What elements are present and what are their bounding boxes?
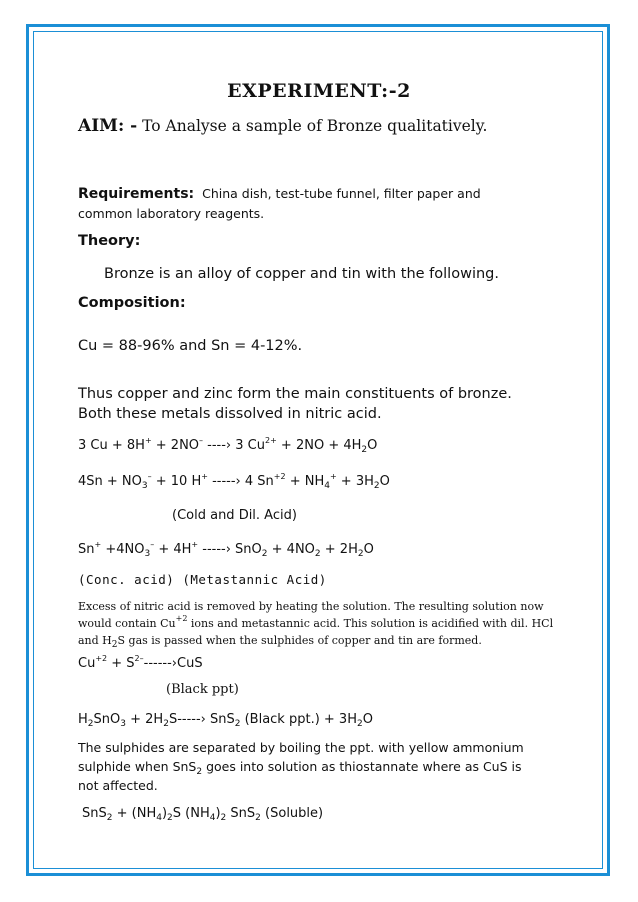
eq4-arrow: ------› xyxy=(143,656,177,671)
equation-2 xyxy=(78,474,390,489)
eq6-part: (Soluble) xyxy=(260,806,324,821)
equation-2-note: (Cold and Dil. Acid) xyxy=(172,508,297,523)
experiment-title: EXPERIMENT:-2 xyxy=(227,80,411,102)
eq1-part: + 2NO + 4H xyxy=(276,438,362,453)
requirements-line1: China dish, test-tube funnel, filter paper and xyxy=(202,186,481,201)
excess-line3: S gas is passed when the sulphides of copper and tin are formed. xyxy=(117,634,482,647)
eq2-sub: 4 xyxy=(324,481,330,491)
equation-1 xyxy=(78,438,377,453)
eq1-part: O xyxy=(367,438,378,453)
eq3-sup: + xyxy=(191,540,199,549)
eq5-sub: 3 xyxy=(120,719,126,729)
composition-paragraph xyxy=(78,384,512,424)
equation-3 xyxy=(78,542,374,557)
eq6-sub: 2 xyxy=(220,813,227,823)
eq4-sup: 2– xyxy=(134,654,144,663)
excess-paragraph xyxy=(78,598,553,649)
eq6-sub: 4 xyxy=(209,813,216,823)
eq2-part: + 3H xyxy=(336,474,374,489)
sulphides-line3: not affected. xyxy=(78,778,158,793)
eq1-sup: 2+ xyxy=(265,436,277,445)
eq5-sub: 2 xyxy=(163,719,169,729)
eq1-sup: – xyxy=(199,436,204,445)
eq5-sub: 2 xyxy=(356,719,363,729)
eq3-sup: – xyxy=(150,540,155,549)
eq5-part: (Black ppt.) + 3H xyxy=(240,712,357,727)
eq5-part: + 2H xyxy=(125,712,164,727)
eq5-part: O xyxy=(362,712,373,727)
eq2-part: + 10 H xyxy=(151,474,202,489)
eq6-part: S (NH xyxy=(172,806,210,821)
aim-text: To Analyse a sample of Bronze qualitatively. xyxy=(142,117,488,135)
theory-text: Bronze is an alloy of copper and tin with the following. xyxy=(104,266,499,282)
sulphides-line1: The sulphides are separated by boiling the ppt. with yellow ammonium xyxy=(78,740,524,755)
eq6-part: ) xyxy=(215,806,221,821)
eq2-sub: 3 xyxy=(141,481,148,491)
eq5-sub: 2 xyxy=(87,719,94,729)
eq3-sub: 3 xyxy=(144,549,151,559)
eq3-part: Sn xyxy=(78,542,95,557)
eq1-part: + 2NO xyxy=(151,438,200,453)
eq6-sub: 4 xyxy=(156,813,162,823)
aim-line xyxy=(78,116,487,136)
theory-heading: Theory: xyxy=(78,233,141,249)
composition-line1: Thus copper and zinc form the main constituents of bronze. xyxy=(78,386,512,402)
composition-text: Cu = 88-96% and Sn = 4-12%. xyxy=(78,338,303,354)
eq2-sup: + xyxy=(329,472,337,481)
eq6-part: ) xyxy=(161,806,168,821)
eq4-part: Cu xyxy=(78,656,96,671)
eq1-sub: 2 xyxy=(361,445,368,455)
eq3-part: SnO xyxy=(235,542,262,557)
eq1-part: 3 Cu + 8H xyxy=(78,438,145,453)
eq6-part: SnS xyxy=(226,806,256,821)
sulphides-paragraph xyxy=(78,738,524,795)
sulphides-line2: sulphide when SnS xyxy=(78,759,197,774)
composition-heading: Composition: xyxy=(78,295,186,311)
aim-label: AIM: - xyxy=(78,116,138,136)
excess-line2: would contain Cu xyxy=(78,617,176,630)
eq3-part: O xyxy=(363,542,374,557)
eq4-part: + S xyxy=(107,656,135,671)
excess-line1: Excess of nitric acid is removed by heating the solution. The resulting solution now xyxy=(78,600,544,613)
eq6-part: + (NH xyxy=(112,806,157,821)
eq3-part: +4NO xyxy=(101,542,145,557)
eq1-part: 3 Cu xyxy=(235,438,265,453)
equation-4-note: (Black ppt) xyxy=(166,682,239,697)
equation-3-note: (Conc. acid) (Metastannic Acid) xyxy=(78,572,327,587)
eq2-sup: – xyxy=(147,472,152,481)
excess-line3: and H xyxy=(78,634,112,647)
sulphides-line2: goes into solution as thiostannate where as CuS is xyxy=(202,759,522,774)
eq3-part: + 4NO xyxy=(267,542,315,557)
eq6-sub: 2 xyxy=(167,813,173,823)
eq1-arrow: ----› xyxy=(203,438,236,453)
sulphides-sub: 2 xyxy=(196,767,203,777)
composition-line2: Both these metals dissolved in nitric acid. xyxy=(78,406,382,422)
eq2-sup: + xyxy=(201,472,208,481)
excess-line2: ions and metastannic acid. This solution is acidified with dil. HCl xyxy=(187,617,554,630)
eq5-part: H xyxy=(78,712,88,727)
eq2-arrow: -----› xyxy=(207,474,245,489)
eq3-sub: 2 xyxy=(314,549,321,559)
equation-5 xyxy=(78,712,373,727)
requirements-block xyxy=(78,184,481,223)
eq3-part: + 2H xyxy=(320,542,358,557)
eq4-sup: +2 xyxy=(95,654,108,663)
equation-6 xyxy=(82,806,323,821)
eq5-part: S-----› SnS xyxy=(168,712,235,727)
eq2-sup: +2 xyxy=(273,472,286,481)
eq2-sub: 2 xyxy=(373,481,380,491)
eq3-sup: + xyxy=(94,540,102,549)
eq2-part: O xyxy=(379,474,390,489)
eq2-part: + NH xyxy=(285,474,325,489)
eq1-sup: + xyxy=(144,436,152,445)
eq3-sub: 2 xyxy=(261,549,268,559)
eq5-sub: 2 xyxy=(234,719,241,729)
eq6-sub: 2 xyxy=(255,813,261,823)
eq2-part: 4Sn + NO xyxy=(78,474,142,489)
excess-sub: 2 xyxy=(111,640,118,650)
eq3-arrow: -----› xyxy=(198,542,236,557)
requirements-line2: common laboratory reagents. xyxy=(78,206,265,221)
eq3-sub: 2 xyxy=(357,549,364,559)
eq4-part: CuS xyxy=(177,656,203,671)
eq5-part: SnO xyxy=(93,712,121,727)
requirements-label: Requirements: xyxy=(78,186,195,202)
excess-sup: +2 xyxy=(175,614,188,623)
eq6-part: SnS xyxy=(82,806,107,821)
eq6-sub: 2 xyxy=(106,813,113,823)
eq2-part: 4 Sn xyxy=(244,474,274,489)
equation-4 xyxy=(78,656,203,671)
eq3-part: + 4H xyxy=(154,542,192,557)
